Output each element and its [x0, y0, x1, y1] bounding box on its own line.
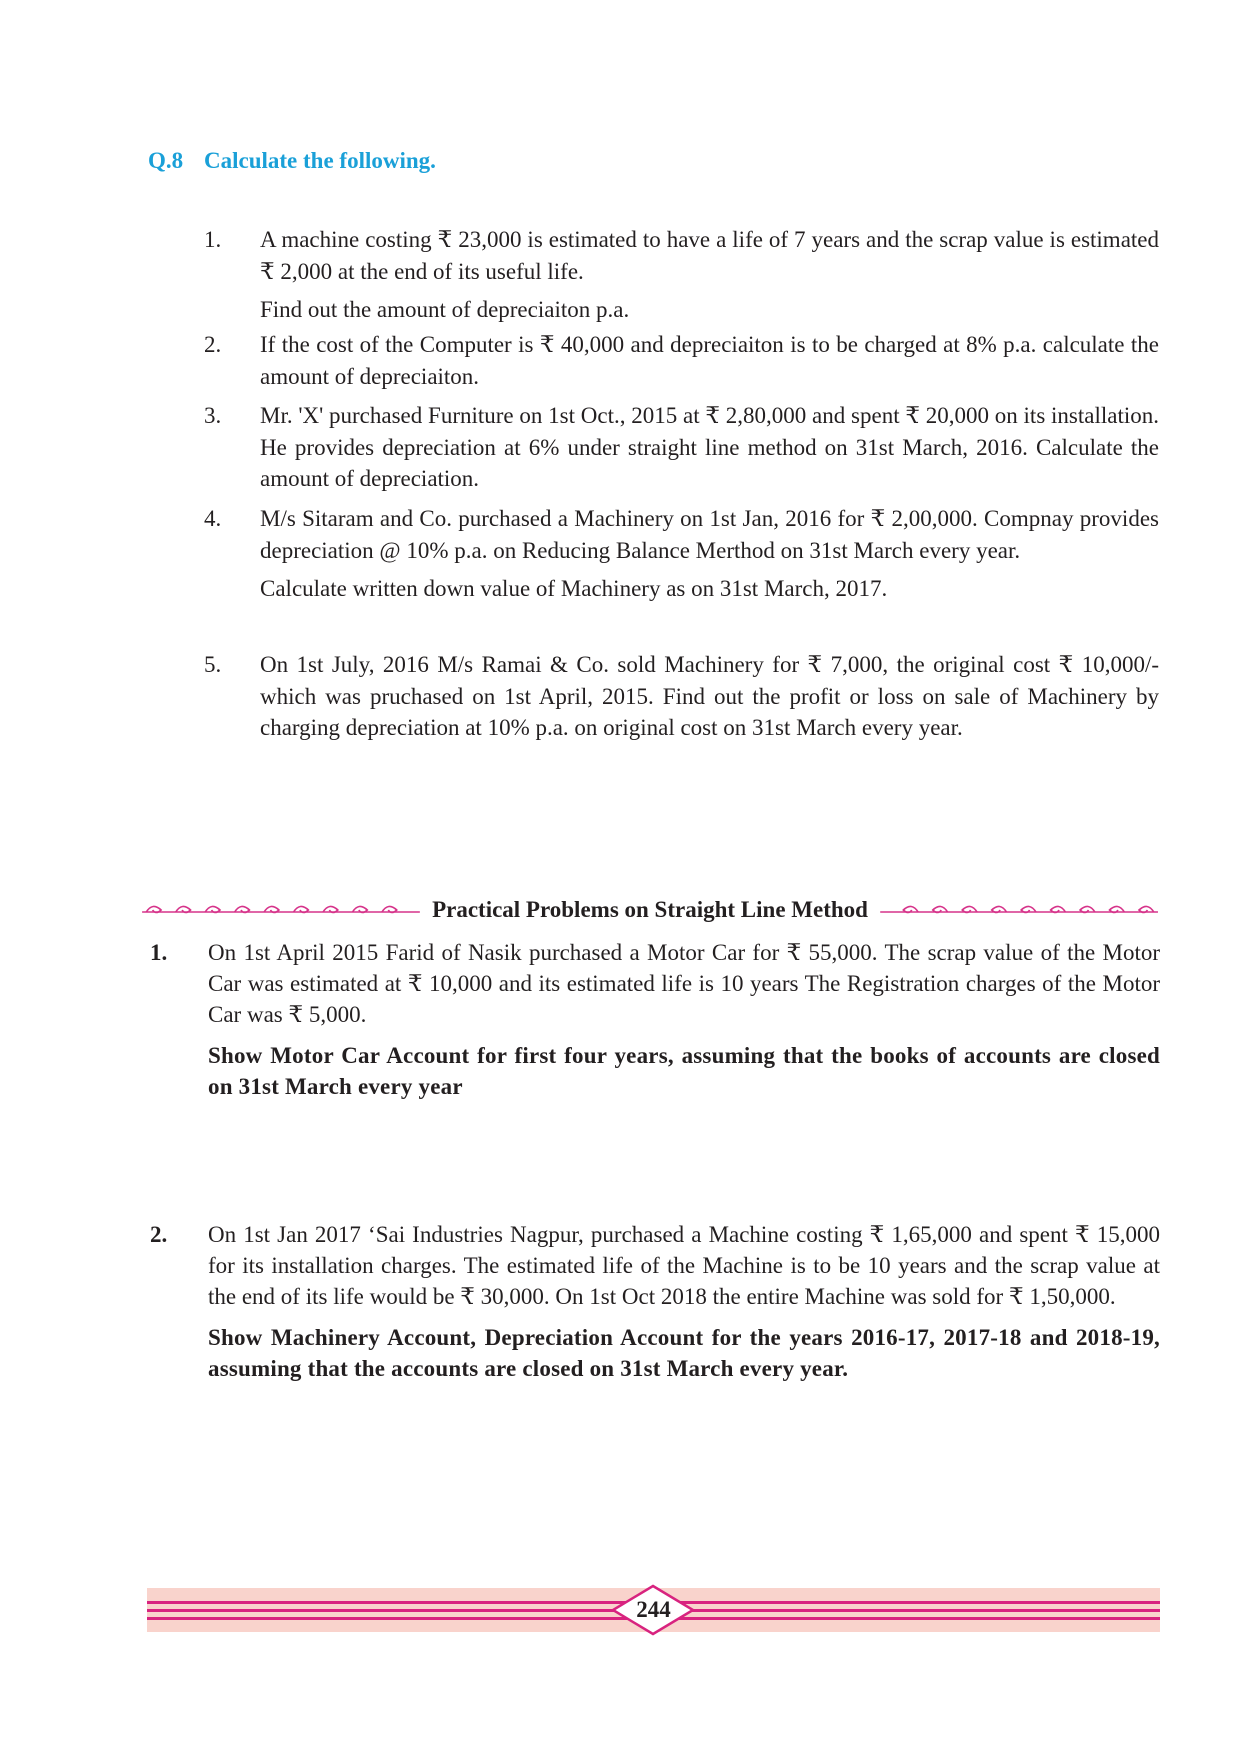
- page-footer: [147, 1584, 1160, 1636]
- item-number: 4.: [204, 506, 222, 531]
- question-number: Q.8: [148, 148, 184, 173]
- section-title: Practical Problems on Straight Line Method: [432, 897, 868, 922]
- item-number: 3.: [204, 403, 222, 428]
- problem-instruction: Show Motor Car Account for first four years, assuming that the books of accounts are closed on 31st March every year: [208, 1043, 1160, 1099]
- item-text: On 1st July, 2016 M/s Ramai & Co. sold Machinery for ₹ 7,000, the original cost ₹ 10,000/- which was pruchased on 1st April, 2015. Find out the profit or loss on sale of Machinery by charging depreciation at 10% p.a. on original cost on 31st March every year.: [260, 652, 1159, 740]
- problem-number: 1.: [150, 940, 168, 965]
- question-item: [204, 329, 1159, 392]
- item-text: Mr. 'X' purchased Furniture on 1st Oct., 2015 at ₹ 2,80,000 and spent ₹ 20,000 on its installation. He provides depreciation at 6% under straight line method on 31st March, 2016. Calculate the amount of depreciation.: [260, 403, 1159, 491]
- problem-instruction: Show Machinery Account, Depreciation Account for the years 2016-17, 2017-18 and 2018-19, assuming that the accounts are closed on 31st March every year.: [208, 1325, 1160, 1381]
- item-number: 1.: [204, 227, 222, 252]
- section-title-bar: [140, 890, 1160, 930]
- item-text: A machine costing ₹ 23,000 is estimated to have a life of 7 years and the scrap value is estimated ₹ 2,000 at the end of its useful life.: [260, 227, 1159, 284]
- item-number: 2.: [204, 332, 222, 357]
- practical-problem: [150, 1219, 1160, 1384]
- problem-text: On 1st April 2015 Farid of Nasik purchased a Motor Car for ₹ 55,000. The scrap value of the Motor Car was estimated at ₹ 10,000 and its estimated life is 10 years The Registration charges of the Motor Car was ₹ 5,000.: [208, 940, 1160, 1027]
- item-number: 5.: [204, 652, 222, 677]
- right-ornament: [876, 900, 1160, 920]
- question-title: Calculate the following.: [204, 148, 436, 173]
- item-text: M/s Sitaram and Co. purchased a Machinery on 1st Jan, 2016 for ₹ 2,00,000. Compnay provides depreciation @ 10% p.a. on Reducing Balance Merthod on 31st March every year.: [260, 506, 1159, 563]
- question-item: [204, 400, 1159, 495]
- item-extra-text: Calculate written down value of Machinery as on 31st March, 2017.: [260, 576, 888, 601]
- practical-problem: [150, 937, 1160, 1102]
- item-extra-text: Find out the amount of depreciaiton p.a.: [260, 297, 630, 322]
- question-item: [204, 503, 1159, 605]
- problem-text: On 1st Jan 2017 ‘Sai Industries Nagpur, purchased a Machine costing ₹ 1,65,000 and spent ₹ 15,000 for its installation charges. The estimated life of the Machine is to be 10 years and the scrap value at the end of its life would be ₹ 30,000. On 1st Oct 2018 the entire Machine was sold for ₹ 1,50,000.: [208, 1222, 1160, 1309]
- question-heading: [148, 148, 436, 174]
- question-item: [204, 224, 1159, 326]
- problem-number: 2.: [150, 1222, 168, 1247]
- left-ornament: [140, 900, 424, 920]
- page-number: 244: [636, 1597, 671, 1622]
- item-text: If the cost of the Computer is ₹ 40,000 and depreciaiton is to be charged at 8% p.a. calculate the amount of depreciaiton.: [260, 332, 1159, 389]
- question-item: [204, 649, 1159, 744]
